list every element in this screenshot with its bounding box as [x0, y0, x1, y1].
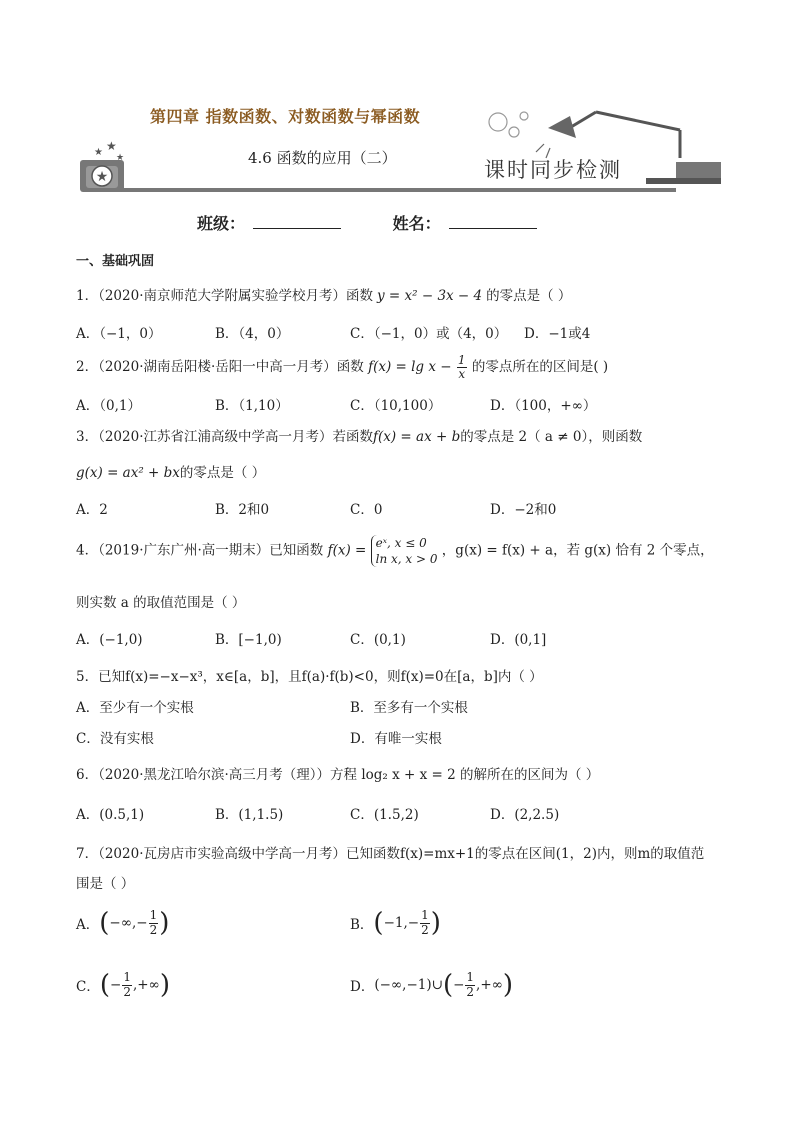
- question-7-stem-2: 围是（ ）: [76, 876, 135, 892]
- piecewise-function: eˣ, x ≤ 0 ln x, x > 0: [371, 535, 438, 567]
- class-blank[interactable]: [253, 214, 341, 229]
- q6-option-d[interactable]: D．(2,2.5): [490, 807, 560, 823]
- name-label: 姓名：: [392, 214, 441, 233]
- question-5-stem: 5．已知f(x)=−x−x³，x∈[a，b]，且f(a)·f(b)<0，则f(x)=0在[a，b]内（ ）: [76, 669, 543, 685]
- section-heading: 一、基础巩固: [76, 254, 155, 269]
- lesson-title: 4.6 函数的应用（二）: [248, 149, 397, 167]
- class-name-row: [197, 211, 545, 234]
- question-3-stem: 3．（2020·江苏省江浦高级中学高一月考）若函数f(x) = ax + b的零点是 2（ a ≠ 0），则函数: [76, 429, 643, 445]
- q4-option-a[interactable]: A．(−1,0): [76, 632, 143, 648]
- q1-option-b[interactable]: B．（4，0）: [215, 326, 290, 342]
- q3-option-c[interactable]: C．0: [350, 502, 383, 518]
- q5-option-c[interactable]: C．没有实根: [76, 731, 154, 747]
- q6-option-c[interactable]: C．(1.5,2): [350, 807, 419, 823]
- q2-option-c[interactable]: C．（10,100）: [350, 398, 442, 414]
- q7-option-d[interactable]: D． (−∞,−1)∪ ( − $\frac{1}{2}$ ,+∞ ): [350, 970, 514, 1000]
- question-2-stem: 2．（2020·湖南岳阳楼·岳阳一中高一月考）函数 f(x) = lg x − $\frac{1}{x}$ 的零点所在的区间是( ): [76, 353, 609, 382]
- q3-option-a[interactable]: A．2: [76, 502, 108, 518]
- q4-option-c[interactable]: C．(0,1): [350, 632, 406, 648]
- q3-option-d[interactable]: D．−2和0: [490, 502, 557, 518]
- svg-text:★: ★: [94, 147, 103, 158]
- question-4-stem-2: 则实数 a 的取值范围是（ ）: [76, 595, 246, 611]
- class-label: 班级：: [197, 214, 246, 233]
- q6-option-b[interactable]: B．(1,1.5): [215, 807, 284, 823]
- q1-option-c[interactable]: C．（−1，0）或（4，0）: [350, 326, 508, 342]
- svg-text:★: ★: [95, 169, 109, 185]
- q2-option-d[interactable]: D．（100，+∞）: [490, 398, 597, 414]
- q7-option-a[interactable]: A． ( −∞,− $\frac{1}{2}$ ): [76, 908, 170, 938]
- q2-option-b[interactable]: B．（1,10）: [215, 398, 289, 414]
- q1-option-a[interactable]: A．（−1，0）: [76, 326, 162, 342]
- question-6-stem: 6．（2020·黑龙江哈尔滨·高三月考（理））方程 log₂ x + x = 2 的解所在的区间为（ ）: [76, 767, 600, 783]
- q7-option-b[interactable]: B． ( −1,− $\frac{1}{2}$ ): [350, 908, 441, 938]
- q4-option-b[interactable]: B．[−1,0): [215, 632, 282, 648]
- name-blank[interactable]: [449, 214, 537, 229]
- q7-option-c[interactable]: C． ( − $\frac{1}{2}$ ,+∞ ): [76, 970, 170, 1000]
- q5-option-a[interactable]: A．至少有一个实根: [76, 700, 194, 716]
- q5-option-d[interactable]: D．有唯一实根: [350, 731, 442, 747]
- q2-option-a[interactable]: A．（0,1）: [76, 398, 141, 414]
- chapter-title: 第四章 指数函数、对数函数与幂函数: [150, 107, 421, 126]
- svg-text:★: ★: [116, 153, 125, 163]
- q6-option-a[interactable]: A．(0.5,1): [76, 807, 145, 823]
- q1-option-d[interactable]: D．−1或4: [524, 326, 591, 342]
- q5-option-b[interactable]: B．至多有一个实根: [350, 700, 468, 716]
- question-7-stem: 7．（2020·瓦房店市实验高级中学高一月考）已知函数f(x)=mx+1的零点在区间(1，2)内，则m的取值范: [76, 846, 705, 862]
- svg-text:★: ★: [106, 139, 117, 153]
- q4-option-d[interactable]: D．(0,1]: [490, 632, 547, 648]
- badge-title: 课时同步检测: [484, 158, 622, 182]
- question-3-stem-2: g(x) = ax² + bx的零点是（ ）: [76, 465, 266, 481]
- q3-option-b[interactable]: B．2和0: [215, 502, 270, 518]
- question-4-stem: 4．（2019·广东广州·高一期末）已知函数 f(x) = eˣ, x ≤ 0 ln x, x > 0 ，g(x) = f(x) + a，若 g(x) 恰有 2 个零点，: [76, 536, 714, 567]
- question-1-stem: 1．（2020·南京师范大学附属实验学校月考）函数 y = x² − 3x − 4 的零点是（ ）: [76, 288, 572, 304]
